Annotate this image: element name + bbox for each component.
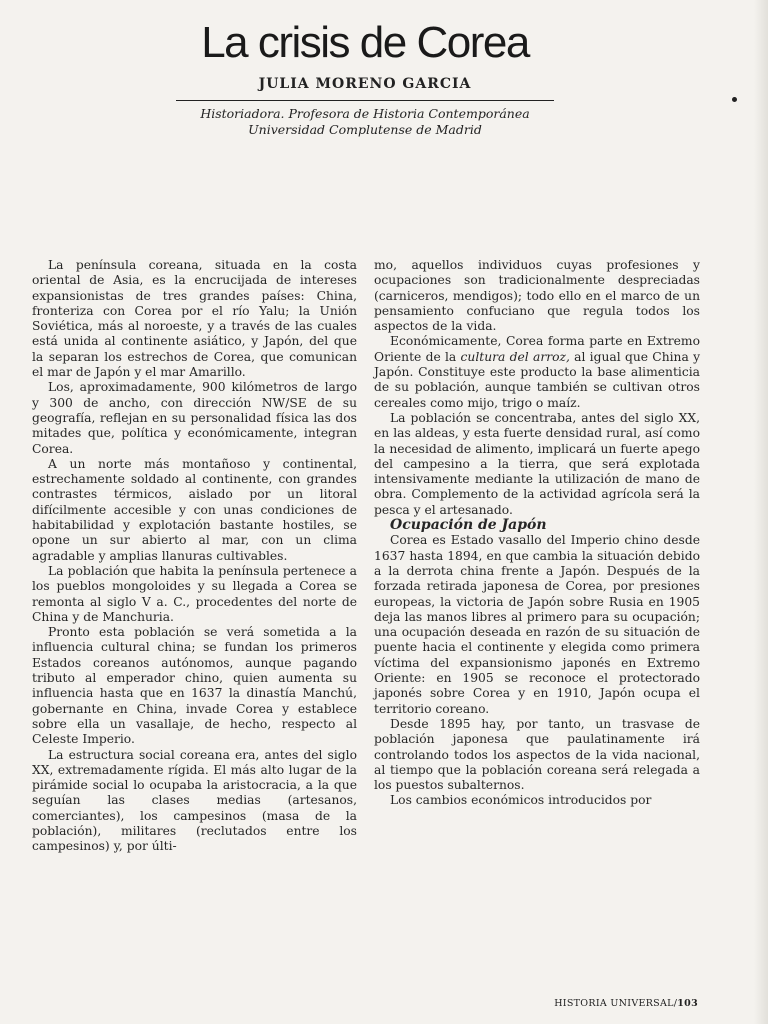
paragraph: Los cambios económicos introducidos por — [390, 793, 652, 808]
paragraph: La estructura social coreana era, antes del siglo XX, extremadamente rígida. El más alto lugar de la pirámide social lo ocupaba la aristocracia, a la que seguían las clases medias (artesanos, comerciantes), los campesinos (masa de la población), militares (reclutados entre los campesinos) y, por últi- — [32, 747, 357, 854]
article-title: La crisis de Corea — [201, 18, 529, 67]
affiliation-line-1: Historiadora. Profesora de Historia Contemporánea — [200, 106, 530, 121]
paragraph: Pronto esta población se verá sometida a la influencia cultural china; se fundan los primeros Estados coreanos autónomos, aunque pagando tributo al emperador chino, quien aumenta su influencia hasta que en 1637 la dinastía Manchú, gobernante en China, invade Corea y establece sobre ella un vasallaje, de hecho, respecto al Celeste Imperio. — [32, 625, 357, 747]
section-heading: Ocupación de Japón — [390, 517, 547, 534]
paragraph: La población que habita la península pertenece a los pueblos mongoloides y su llegada a Corea se remonta al siglo V a. C., procedentes del norte de China y de Manchuria. — [32, 563, 357, 624]
affiliation-line-2: Universidad Complutense de Madrid — [248, 122, 482, 137]
paragraph: Desde 1895 hay, por tanto, un trasvase de población japonesa que paulatinamente irá controlando todos los aspectos de la vida nacional, al tiempo que la población coreana será relegada a los puestos subalternos. — [374, 716, 700, 793]
paragraph: Corea es Estado vasallo del Imperio chino desde 1637 hasta 1894, en que cambia la situación debido a la derrota china frente a Japón. Después de la forzada retirada japonesa de Corea, por presiones europeas, la victoria de Japón sobre Rusia en 1905 deja las manos libres al primero para su ocupación; una ocupación deseada en razón de su situación de puente hacia el continente y elegida como primera víctima del expansionismo japonés en Extremo Oriente: en 1905 se reconoce el protectorado japonés sobre Corea y en 1910, Japón ocupa el territorio coreano. — [374, 533, 700, 716]
author-name: JULIA MORENO GARCIA — [258, 76, 472, 92]
right-text-column — [374, 258, 700, 809]
economy-italic-term: cultura del arroz, — [460, 349, 570, 364]
paragraph: Los, aproximadamente, 900 kilómetros de largo y 300 de ancho, con dirección NW/SE de su geografía, reflejan en su personalidad física las dos mitades que, política y económicamente, integran Corea. — [32, 380, 357, 456]
paragraph: A un norte más montañoso y continental, estrechamente soldado al continente, con grandes contrastes térmicos, aislado por un litoral difícilmente accesible y con unas condiciones de habitabilidad y explotación bastante hostiles, se opone un sur abierto al mar, con un clima agradable y amplias llanuras cultivables. — [32, 456, 357, 563]
author-affiliation — [0, 106, 730, 138]
paragraph-economy — [374, 334, 700, 410]
paragraph: La península coreana, situada en la costa oriental de Asia, es la encrucijada de intereses expansionistas de tres grandes países: China, fronteriza con Corea por el río Yalu; la Unión Soviética, más al noroeste, y a través de las cuales está unida al continente asiático, y Japón, del que la separan los estrechos de Corea, que comunican el mar de Japón y el mar Amarillo. — [32, 258, 357, 380]
page-edge-shadow — [754, 0, 768, 1024]
left-text-column — [32, 258, 357, 855]
page-number: 103 — [677, 998, 698, 1009]
publication-name: HISTORIA UNIVERSAL/ — [554, 998, 678, 1009]
economy-text-start: Económicamente, Corea forma parte en Extremo Oriente de la — [374, 334, 700, 364]
margin-ink-dot — [732, 97, 737, 102]
paragraph-continuation: mo, aquellos individuos cuyas profesiones y ocupaciones son tradicionalmente despreciadas (carniceros, mendigos); todo ello en el marco de un pensamiento confuciano que regula todos los aspectos de la vida. — [374, 258, 700, 334]
title-rule — [176, 100, 554, 101]
economy-text-end: al igual que China y Japón. Constituye este producto la base alimenticia de su población, aunque también se cultivan otros cereales como mijo, trigo o maíz. — [374, 349, 701, 410]
page-footer — [554, 998, 698, 1009]
paragraph: La población se concentraba, antes del siglo XX, en las aldeas, y esta fuerte densidad rural, así como la necesidad de alimento, implicará un fuerte apego del campesino a la tierra, que será explotada intensivamente mediante la utilización de mano de obra. Complemento de la actividad agrícola será la pesca y el artesanado. — [374, 410, 700, 517]
